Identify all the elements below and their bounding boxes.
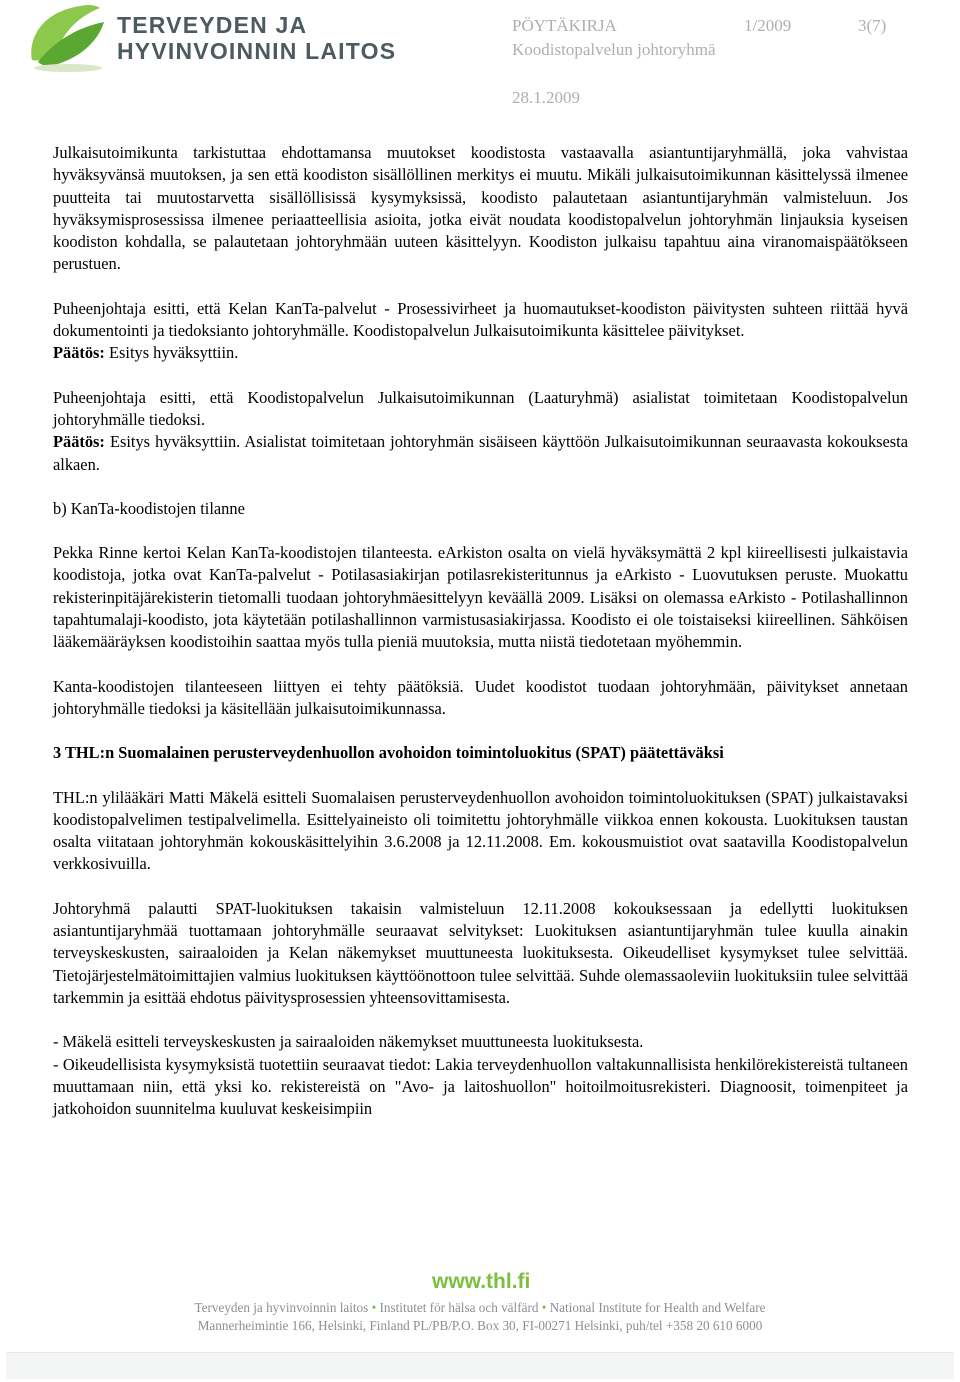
footer-url: www.thl.fi <box>432 1270 531 1293</box>
decision-text: Esitys hyväksyttiin. <box>104 343 239 363</box>
logo-text-line1: TERVEYDEN JA <box>117 12 308 38</box>
decision <box>53 431 908 476</box>
section-heading: 3 THL:n Suomalainen perusterveydenhuollon avohoidon toimintoluokitus (SPAT) päätettäväksi <box>53 743 724 763</box>
paragraph: Puheenjohtaja esitti, että Kelan KanTa-palvelut - Prosessivirheet ja huomautukset-koodiston päivitysten suhteen riittää hyvä dokumentointi ja tiedoksianto johtoryhmälle. Koodistopalvelun Julkaisutoimikunta käsittelee päivitykset. <box>53 298 908 341</box>
page-number: 3(7) <box>858 16 887 35</box>
org-name-fi: Terveyden ja hyvinvoinnin laitos <box>194 1300 369 1315</box>
separator-dot: • <box>538 1300 550 1315</box>
decision-label: Päätös: <box>53 432 105 452</box>
logo-text-line2: HYVINVOINNIN LAITOS <box>117 38 397 64</box>
document-number: 1/2009 <box>744 16 792 35</box>
subsection-heading: b) KanTa-koodistojen tilanne <box>53 498 245 518</box>
document-date: 28.1.2009 <box>512 88 580 107</box>
list-item: - Oikeudellisista kysymyksistä tuotettiin seuraavat tiedot: Lakia terveydenhuollon valtakunnallisista henkilörekistereistä tultaneen muuttamaan niin, että yksi ko. rekistereistä on "Avo- ja laitoshuollon" hoitoilmoitusrekisteri. Diagnoosit, toimenpiteet ja jatkohoidon suunnitelma kuuluvat keskeisimpiin <box>53 1054 908 1119</box>
document-body <box>53 142 908 1120</box>
document-type: PÖYTÄKIRJA <box>512 16 617 35</box>
decision-text: Esitys hyväksyttiin. Asialistat toimitetaan johtoryhmän sisäiseen käyttöön Julkaisutoimikunnan seuraavasta kokouksesta alkaen. <box>53 432 908 474</box>
paragraph: Kanta-koodistojen tilanteeseen liittyen ei tehty päätöksiä. Uudet koodistot tuodaan johtoryhmään, päivitykset annetaan johtoryhmälle tiedoksi ja käsitellään julkaisutoimikunnassa. <box>53 676 908 718</box>
org-name-sv: Institutet för hälsa och välfärd <box>379 1300 539 1315</box>
decision <box>53 342 908 364</box>
paragraph: Puheenjohtaja esitti, että Koodistopalvelun Julkaisutoimikunnan (Laaturyhmä) asialistat toimitetaan Koodistopalvelun johtoryhmälle tiedoksi. <box>53 387 908 429</box>
footer-org-line <box>0 1300 960 1316</box>
list-item: - Mäkelä esitteli terveyskeskusten ja sairaaloiden näkemykset muuttuneesta luokituksesta. <box>53 1032 644 1052</box>
paragraph: Pekka Rinne kertoi Kelan KanTa-koodistojen tilanteesta. eArkiston osalta on vielä hyväksymättä 2 kpl kiireellisesti julkaistavia koodistoja, jotka ovat KanTa-palvelut - Potilasasiakirjan potilasrekisteritunnus ja eArkisto - Luovutuksen peruste. Muokattu rekisterinpitäjärekisterin tietomalli tuodaan johtoryhmäesittelyyn keväällä 2009. Lisäksi on olemassa eArkisto - Potilashallinnon tapahtumalaji-koodisto, jota käytetään potilashallinnon varmistusasiakirjassa. Koodisto ei ole toistaiseksi kiireellinen. Sähköisen lääkemääräyksen koodistoihin saattaa myös tulla pieniä muutoksia, mutta niistä tiedotetaan myöhemmin. <box>53 543 908 652</box>
footer-address: Mannerheimintie 166, Helsinki, Finland PL/PB/P.O. Box 30, FI-00271 Helsinki, puh/tel +358 20 610 6000 <box>197 1318 763 1333</box>
thl-leaf-logo-icon <box>24 2 114 74</box>
footer-bar <box>6 1352 954 1379</box>
thl-logo <box>24 2 397 74</box>
org-name-en: National Institute for Health and Welfare <box>549 1300 766 1315</box>
paragraph: THL:n ylilääkäri Matti Mäkelä esitteli Suomalaisen perusterveydenhuollon avohoidon toimintoluokituksen (SPAT) julkaistavaksi koodistopalvelimen testipalvelimella. Esittelyaineisto oli toimitettu johtoryhmälle viikkoa ennen kokousta. Luokituksen taustan osalta viitataan johtoryhmän kokouskäsittelyihin 3.6.2008 ja 12.11.2008. Em. kokousmuistiot ovat saatavilla Koodistopalvelun verkkosivuilla. <box>53 787 908 874</box>
decision-label: Päätös: <box>53 343 105 363</box>
paragraph: Julkaisutoimikunta tarkistuttaa ehdottamansa muutokset koodistosta vastaavalla asiantuntijaryhmällä, joka vahvistaa hyväksyvänsä muutoksen, ja sen että koodiston sisällöllinen merkitys ei muutu. Mikäli julkaisutoimikunnan käsittelyssä ilmenee puutteita tai muutostarvetta sisällöllisissä kysymyksissä, koodisto palautetaan asiantuntijaryhmän valmisteluun. Jos hyväksymisprosessissa ilmenee periaatteellisia asioita, jotka eivät noudata koodistopalvelun johtoryhmän linjauksia kyseisen koodiston kohdalla, se palautetaan johtoryhmään uuteen käsittelyyn. Koodiston julkaisu tapahtuu aina viranomaispäätökseen perustuen. <box>53 143 908 274</box>
group-name: Koodistopalvelun johtoryhmä <box>512 40 716 59</box>
paragraph: Johtoryhmä palautti SPAT-luokituksen takaisin valmisteluun 12.11.2008 kokouksessaan ja edellytti luokituksen asiantuntijaryhmää tuottamaan johtoryhmälle seuraavat selvitykset: Luokituksen asiantuntijaryhmän tulee kuulla ainakin terveyskeskusten, sairaaloiden ja Kelan näkemykset muuttuneesta luokituksesta. Oikeudelliset kysymykset tulee selvittää. Tietojärjestelmätoimittajien valmius luokituksen käyttöönottoon tulee selvittää. Suhde olemassaoleviin luokituksiin tulee selvittää tarkemmin ja esittää ehdotus päivitysprosessien yhteensovittamisesta. <box>53 898 908 1007</box>
separator-dot: • <box>368 1300 380 1315</box>
